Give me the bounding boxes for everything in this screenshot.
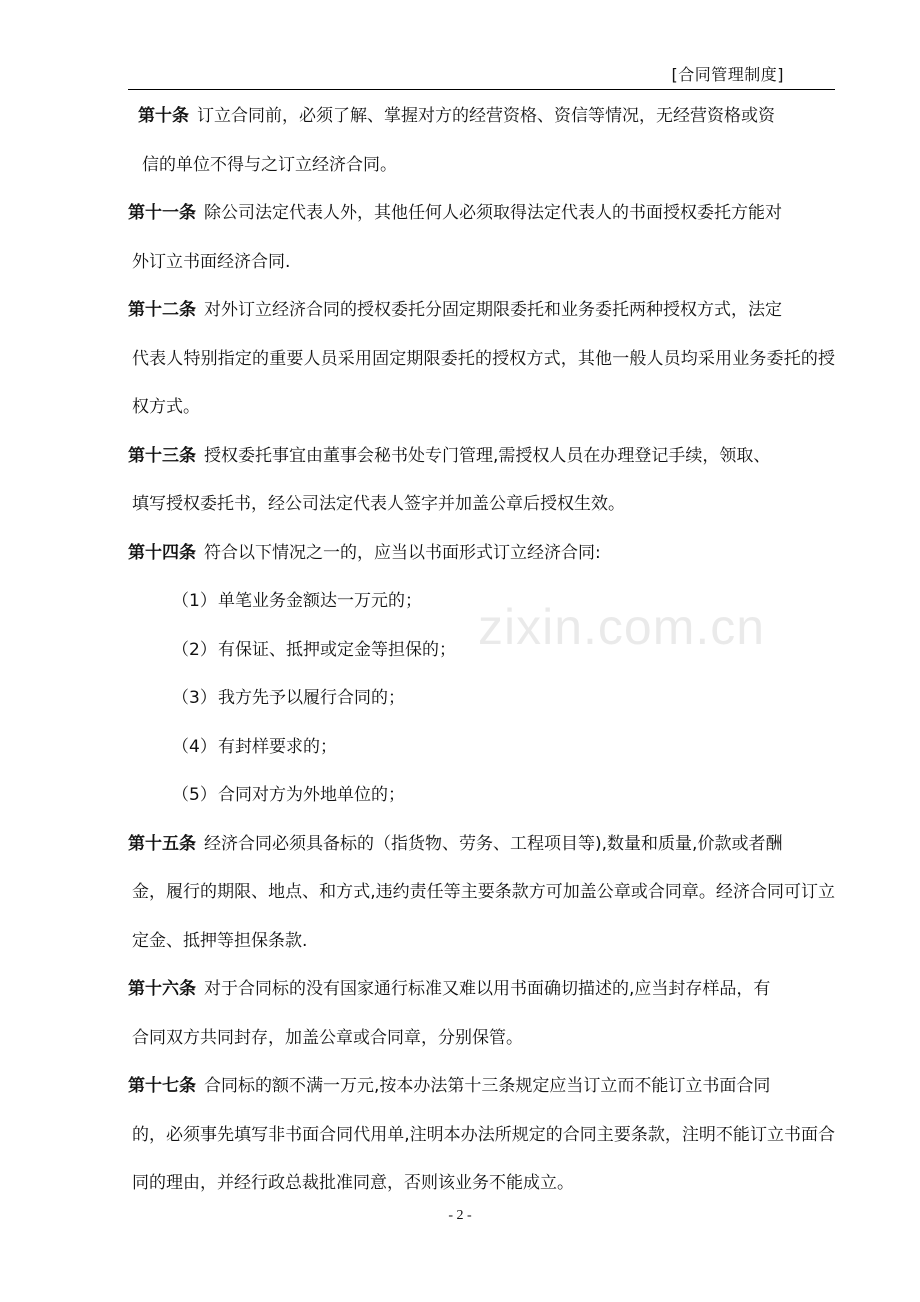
article-text: 授权委托事宜由董事会秘书处专门管理,需授权人员在办理登记手续，领取、 <box>204 445 771 466</box>
article-label: 第十五条 <box>128 833 196 854</box>
article-label: 第十二条 <box>128 300 196 320</box>
article-text: 符合以下情况之一的，应当以书面形式订立经济合同: <box>204 542 601 563</box>
article-text-continued: 信的单位不得与之订立经济合同。 <box>142 154 397 175</box>
header-divider <box>128 89 835 90</box>
list-item <box>172 723 920 772</box>
document-header-title: [合同管理制度] <box>671 65 784 84</box>
list-item-text: 有保证、抵押或定金等担保的； <box>218 639 456 660</box>
article-label: 第十一条 <box>128 203 196 223</box>
article-10 <box>128 92 835 189</box>
list-item-text: 单笔业务金额达一万元的； <box>218 591 422 611</box>
list-item <box>172 771 920 820</box>
article-16 <box>128 965 835 1062</box>
document-body <box>0 92 920 1208</box>
article-12 <box>128 286 835 432</box>
article-text: 合同标的额不满一万元,按本办法第十三条规定应当订立而不能订立书面合同 <box>204 1076 771 1096</box>
article-text-continued: 的，必须事先填写非书面合同代用单,注明本办法所规定的合同主要条款，注明不能订立书面合同的理由，并经行政总裁批准同意，否则该业务不能成立。 <box>132 1124 835 1193</box>
article-text-continued: 填写授权委托书，经公司法定代表人签字并加盖公章后授权生效。 <box>132 494 625 514</box>
article-text: 经济合同必须具备标的（指货物、劳务、工程项目等),数量和质量,价款或者酬 <box>204 833 783 854</box>
article-text-continued: 外订立书面经济合同. <box>132 251 291 272</box>
list-item-text: 我方先予以履行合同的； <box>218 688 405 708</box>
article-text: 对外订立经济合同的授权委托分固定期限委托和业务委托两种授权方式，法定 <box>204 300 782 320</box>
article-label: 第十三条 <box>128 445 196 466</box>
article-15 <box>128 820 835 966</box>
article-text-continued: 金，履行的期限、地点、和方式,违约责任等主要条款方可加盖公章或合同章。经济合同可订立定金、抵押等担保条款. <box>132 882 835 951</box>
article-text-continued: 合同双方共同封存，加盖公章或合同章，分别保管。 <box>132 1027 523 1048</box>
article-13 <box>128 432 835 529</box>
article-label: 第十六条 <box>128 979 196 999</box>
article-text-continued: 代表人特别指定的重要人员采用固定期限委托的授权方式，其他一般人员均采用业务委托的授权方式。 <box>132 348 835 417</box>
article-11 <box>128 189 835 286</box>
list-item <box>172 674 920 723</box>
watermark-text: zixin.com.cn <box>478 599 766 655</box>
article-text: 订立合同前，必须了解、掌握对方的经营资格、资信等情况，无经营资格或资 <box>197 106 775 126</box>
list-item-number: （1） <box>172 591 217 611</box>
page-number: - 2 - <box>448 1208 472 1223</box>
article-label: 第十四条 <box>128 542 196 563</box>
article-text: 除公司法定代表人外，其他任何人必须取得法定代表人的书面授权委托方能对 <box>204 203 782 223</box>
article-label: 第十七条 <box>128 1076 196 1096</box>
list-item-number: （2） <box>172 639 217 660</box>
article-label: 第十条 <box>138 106 189 126</box>
article-17 <box>128 1062 835 1208</box>
list-item-number: （5） <box>172 785 217 805</box>
article-14 <box>128 529 835 578</box>
list-item-number: （4） <box>172 736 217 757</box>
list-item-text: 有封样要求的； <box>218 736 337 757</box>
article-text: 对于合同标的没有国家通行标准又难以用书面确切描述的,应当封存样品，有 <box>204 979 771 999</box>
list-item-text: 合同对方为外地单位的； <box>218 785 405 805</box>
list-item-number: （3） <box>172 688 217 708</box>
